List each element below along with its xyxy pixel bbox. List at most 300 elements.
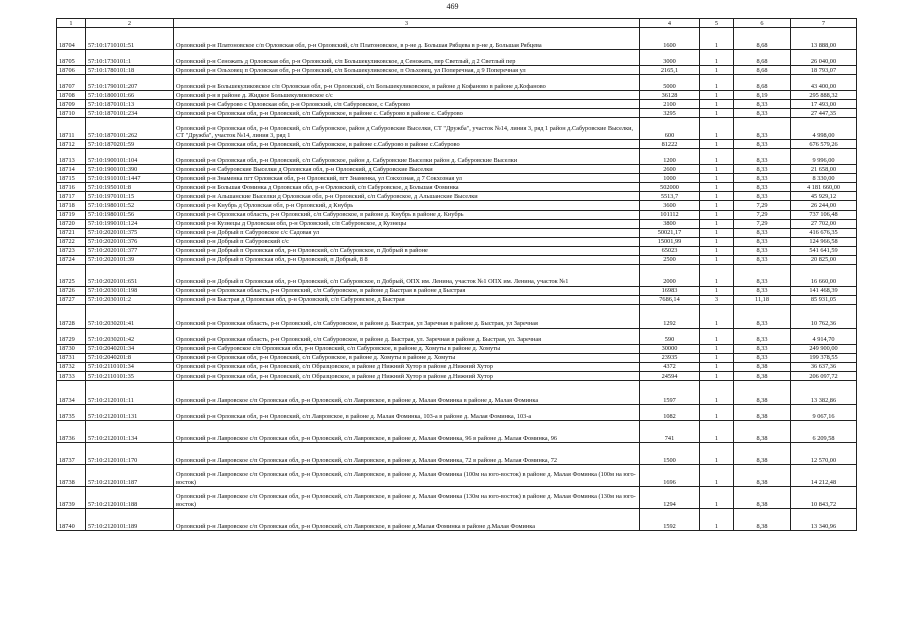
rate-cell: 8,33 [734,246,791,255]
cadastral-value-cell: 45 929,12 [791,192,857,201]
quantity-cell: 1 [700,509,734,531]
cadastral-number-cell: 57:10:1990101:124 [86,219,174,228]
quantity-cell: 1 [700,75,734,91]
table-row [57,228,857,237]
area-cell: 1292 [640,304,700,328]
record-number-cell: 18739 [57,487,86,509]
area-cell: 502000 [640,183,700,192]
address-cell: Орловский р-н Лавровское с/п Орловская обл, р-н Орловский, с/п Лавровское, в районе д. Малая Фоминка (100м на юго-восток) в районе д. Малая Фоминка (100м на юго-восток) [174,465,640,487]
cadastral-number-cell: 57:10:1870101:234 [86,109,174,118]
quantity-cell: 1 [700,372,734,381]
quantity-cell: 3 [700,295,734,304]
rate-cell: 7,29 [734,201,791,210]
quantity-cell: 1 [700,487,734,509]
table-row [57,509,857,531]
quantity-cell: 1 [700,228,734,237]
cadastral-value-cell: 199 378,55 [791,353,857,362]
table-row [57,75,857,91]
address-cell: Орловский р-н Орловская обл, р-н Орловский, с/п Образцовское, в районе д Нижний Хутор в районе д.Нижний Хутор [174,362,640,371]
cadastral-value-cell: 27 447,35 [791,109,857,118]
area-cell: 3800 [640,219,700,228]
rate-cell: 8,33 [734,165,791,174]
cadastral-value-cell: 9 067,16 [791,405,857,421]
quantity-cell: 1 [700,66,734,75]
area-cell: 81222 [640,140,700,149]
cadastral-value-cell: 14 212,48 [791,465,857,487]
area-cell: 36128 [640,91,700,100]
area-cell: 590 [640,328,700,344]
table-row [57,118,857,140]
address-cell: Орловский р-н Добрый п Орловская обл, р-н Орловский, п Добрый, 8 8 [174,255,640,264]
record-number-cell: 18720 [57,219,86,228]
address-cell: Орловский р-н Добрый п Сабуровский с/с [174,237,640,246]
table-row [57,421,857,443]
table-row [57,28,857,50]
record-number-cell: 18729 [57,328,86,344]
record-number-cell: 18709 [57,100,86,109]
quantity-cell: 1 [700,140,734,149]
address-cell: Орловский р-н Платоновское с/п Орловская обл, р-н Орловский, с/п Платоновское, в р-не д. Большая Рябцева в р-не д. Большая Рябцева [174,28,640,50]
quantity-cell: 1 [700,381,734,405]
column-header: 2 [86,19,174,28]
record-number-cell: 18718 [57,201,86,210]
address-cell: Орловский р-н Орловская обл, р-н Орловский, с/п Сабуровское, в районе с. Сабурово в районе с. Сабурово [174,109,640,118]
area-cell: 101112 [640,210,700,219]
cadastral-number-cell: 57:10:1980101:52 [86,201,174,210]
quantity-cell: 1 [700,109,734,118]
cadastral-value-cell: 4 181 660,00 [791,183,857,192]
quantity-cell: 1 [700,255,734,264]
cadastral-value-cell: 26 040,00 [791,50,857,66]
cadastral-value-cell: 541 641,59 [791,246,857,255]
address-cell: Орловский р-н Лавровское с/п Орловская обл, р-н Орловский, с/п Лавровское, в районе д. Малая Фоминка (130м на юго-восток) в районе д. Малая Фоминка (130м на юго-восток) [174,487,640,509]
cadastral-number-cell: 57:10:2020101:377 [86,246,174,255]
quantity-cell: 1 [700,118,734,140]
table-row [57,255,857,264]
rate-cell: 8,33 [734,264,791,286]
area-cell: 3295 [640,109,700,118]
table-row [57,109,857,118]
table-row [57,91,857,100]
cadastral-value-cell: 21 658,00 [791,165,857,174]
quantity-cell: 1 [700,91,734,100]
table-row [57,149,857,165]
table-row [57,165,857,174]
cadastral-value-cell: 676 579,26 [791,140,857,149]
quantity-cell: 1 [700,237,734,246]
cadastral-number-cell: 57:10:1910101:1447 [86,174,174,183]
rate-cell: 8,38 [734,372,791,381]
area-cell: 1600 [640,28,700,50]
cadastral-value-cell: 737 106,48 [791,210,857,219]
cadastral-number-cell: 57:10:1870201:59 [86,140,174,149]
rate-cell: 8,38 [734,487,791,509]
address-cell: Орловский р-н Добрый п Орловская обл, р-н Орловский, с/п Сабуровское, п Добрый, ОПХ им. Ленина, участок №1 ОПХ им. Ленина, участок №1 [174,264,640,286]
quantity-cell: 1 [700,344,734,353]
record-number-cell: 18713 [57,149,86,165]
cadastral-number-cell: 57:10:2110101:34 [86,362,174,371]
record-number-cell: 18727 [57,295,86,304]
address-cell: Орловский р-н Большая Фоминка д Орловская обл, р-н Орловский, с/п Сабуровское, д Большая Фоминка [174,183,640,192]
address-cell: Орловский р-н Орловская обл, р-н Орловский, с/п Сабуровское, в районе д. Хомуты в районе д. Хомуты [174,353,640,362]
rate-cell: 8,33 [734,118,791,140]
cadastral-value-cell: 9 996,00 [791,149,857,165]
quantity-cell: 1 [700,149,734,165]
rate-cell: 8,33 [734,237,791,246]
quantity-cell: 1 [700,421,734,443]
table-row [57,353,857,362]
address-cell: Орловский р-н Орловская обл, р-н Орловский, с/п Сабуровское, район д. Сабуровские Выселки район д. Сабуровские Выселки [174,149,640,165]
address-cell: Орловский р-н Кнубрь д Орловская обл, р-н Орловский, д Кнубрь [174,201,640,210]
quantity-cell: 1 [700,192,734,201]
area-cell: 600 [640,118,700,140]
record-number-cell: 18706 [57,66,86,75]
column-header: 1 [57,19,86,28]
address-cell: Орловский р-н Добрый п Сабуровское с/с Садовая ул [174,228,640,237]
quantity-cell: 1 [700,362,734,371]
record-number-cell: 18710 [57,109,86,118]
cadastral-number-cell: 57:10:2110101:35 [86,372,174,381]
address-cell: Орловский р-н Кузнецы д Орловская обл, р-н Орловский, с/п Сабуровское, д Кузнецы [174,219,640,228]
quantity-cell: 1 [700,443,734,465]
area-cell: 23935 [640,353,700,362]
address-cell: Орловский р-н Добрый п Орловская обл, р-н Орловский, с/п Сабуровское, п Добрый в районе [174,246,640,255]
record-number-cell: 18707 [57,75,86,91]
table-row [57,237,857,246]
quantity-cell: 1 [700,246,734,255]
address-cell: Орловский р-н Орловская обл, р-н Орловский, с/п Сабуровское, в районе с.Сабурово в районе с.Сабурово [174,140,640,149]
area-cell: 1597 [640,381,700,405]
rate-cell: 8,19 [734,91,791,100]
record-number-cell: 18738 [57,465,86,487]
table-row [57,328,857,344]
cadastral-value-cell: 6 209,58 [791,421,857,443]
cadastral-number-cell: 57:10:2120101:188 [86,487,174,509]
cadastral-number-cell: 57:10:1870101:262 [86,118,174,140]
cadastral-value-cell: 13 382,86 [791,381,857,405]
quantity-cell: 1 [700,210,734,219]
table-row [57,362,857,371]
area-cell: 3600 [640,201,700,210]
record-number-cell: 18708 [57,91,86,100]
area-cell: 1000 [640,174,700,183]
cadastral-number-cell: 57:10:2120101:11 [86,381,174,405]
property-registry-table [56,18,857,531]
record-number-cell: 18730 [57,344,86,353]
record-number-cell: 18728 [57,304,86,328]
address-cell: Орловский р-н Ольховец п Орловская обл, р-н Орловский, с/п Большекуликовское, п Ольховец, ул Поперечная, д 9 Поперечная ул [174,66,640,75]
rate-cell: 8,33 [734,328,791,344]
cadastral-value-cell: 17 493,00 [791,100,857,109]
quantity-cell: 1 [700,304,734,328]
cadastral-number-cell: 57:10:1950101:8 [86,183,174,192]
quantity-cell: 1 [700,328,734,344]
record-number-cell: 18722 [57,237,86,246]
cadastral-value-cell: 249 900,00 [791,344,857,353]
quantity-cell: 1 [700,174,734,183]
quantity-cell: 1 [700,353,734,362]
cadastral-number-cell: 57:10:1970101:15 [86,192,174,201]
rate-cell: 8,33 [734,228,791,237]
area-cell: 2500 [640,255,700,264]
table-row [57,286,857,295]
rate-cell: 8,33 [734,353,791,362]
record-number-cell: 18731 [57,353,86,362]
address-cell: Орловский р-н Знаменка пгт Орловская обл, р-н Орловский, пгт Знаменка, ул Сокхозная, д 7 Сокхозная ул [174,174,640,183]
rate-cell: 8,38 [734,443,791,465]
column-header: 6 [734,19,791,28]
area-cell: 2100 [640,100,700,109]
table-row [57,372,857,381]
address-cell: Орловский р-н Большекуликовское с/п Орловская обл, р-н Орловский, с/п Большекуликовское, в районе д Кофаново в районе д.Кофаново [174,75,640,91]
area-cell: 2000 [640,264,700,286]
area-cell: 1500 [640,443,700,465]
table-row [57,487,857,509]
cadastral-value-cell: 26 244,00 [791,201,857,210]
rate-cell: 8,68 [734,66,791,75]
area-cell: 1696 [640,465,700,487]
rate-cell: 7,29 [734,219,791,228]
record-number-cell: 18711 [57,118,86,140]
rate-cell: 8,38 [734,405,791,421]
rate-cell: 8,38 [734,381,791,405]
rate-cell: 8,33 [734,286,791,295]
cadastral-value-cell: 206 097,72 [791,372,857,381]
address-cell: Орловский р-н Орловская обл, р-н Орловский, с/п Сабуровское, район д Сабуровские Выселки, СТ "Дружба", участок №14, линия 3, ряд 1 район д.Сабуровские Выселки, СТ "Дружба", участок №14, линия 3, ряд 1 [174,118,640,140]
rate-cell: 8,38 [734,421,791,443]
cadastral-value-cell: 141 468,39 [791,286,857,295]
cadastral-number-cell: 57:10:2120101:189 [86,509,174,531]
area-cell: 1082 [640,405,700,421]
cadastral-value-cell: 295 888,32 [791,91,857,100]
cadastral-number-cell: 57:10:2120101:134 [86,421,174,443]
cadastral-number-cell: 57:10:2020101:376 [86,237,174,246]
cadastral-number-cell: 57:10:2120101:131 [86,405,174,421]
area-cell: 30000 [640,344,700,353]
address-cell: Орловский р-н Сабуровское с/п Орловская обл, р-н Орловский, с/п Сабуровское, в районе д. Хомуты в районе д. Хомуты [174,344,640,353]
record-number-cell: 18733 [57,372,86,381]
address-cell: Орловский р-н Быстрая д Орловская обл, р-н Орловский, с/п Сабуровское, д Быстрая [174,295,640,304]
address-cell: Орловский р-н в районе д. Жидкое Большекуликовское с/с [174,91,640,100]
cadastral-value-cell: 13 888,00 [791,28,857,50]
cadastral-number-cell: 57:10:1900101:390 [86,165,174,174]
column-header: 3 [174,19,640,28]
rate-cell: 8,33 [734,255,791,264]
rate-cell: 11,18 [734,295,791,304]
record-number-cell: 18712 [57,140,86,149]
cadastral-number-cell: 57:10:2030201:41 [86,304,174,328]
address-cell: Орловский р-н Лавровское с/п Орловская обл, р-н Орловский, с/п Лавровское, в районе д. Малая Фоминка в районе д. Малая Фоминка [174,381,640,405]
address-cell: Орловский р-н Орловская область, р-н Орловский, с/п Сабуровское, в районе д. Быстрая, ул. Заречная в районе д. Быстрая, ул. Заречная [174,328,640,344]
area-cell: 3000 [640,50,700,66]
table-row [57,50,857,66]
record-number-cell: 18737 [57,443,86,465]
cadastral-number-cell: 57:10:2020101:39 [86,255,174,264]
quantity-cell: 1 [700,286,734,295]
cadastral-value-cell: 36 637,36 [791,362,857,371]
cadastral-value-cell: 18 793,07 [791,66,857,75]
rate-cell: 8,68 [734,75,791,91]
cadastral-number-cell: 57:10:2120101:170 [86,443,174,465]
cadastral-number-cell: 57:10:1710101:51 [86,28,174,50]
cadastral-value-cell: 8 330,00 [791,174,857,183]
area-cell: 741 [640,421,700,443]
table-row [57,66,857,75]
record-number-cell: 18717 [57,192,86,201]
cadastral-number-cell: 57:10:1780101:18 [86,66,174,75]
table-row [57,246,857,255]
record-number-cell: 18723 [57,246,86,255]
table-row [57,405,857,421]
table-row [57,100,857,109]
area-cell: 16983 [640,286,700,295]
cadastral-number-cell: 57:10:2030201:42 [86,328,174,344]
area-cell: 4372 [640,362,700,371]
quantity-cell: 1 [700,28,734,50]
address-cell: Орловский р-н Орловская обл, р-н Орловский, с/п Лавровское, в районе д. Малая Фоминка, 103-а в районе д. Малая Фоминка, 103-а [174,405,640,421]
record-number-cell: 18715 [57,174,86,183]
cadastral-value-cell: 12 570,00 [791,443,857,465]
area-cell: 50021,17 [640,228,700,237]
quantity-cell: 1 [700,50,734,66]
table-row [57,264,857,286]
record-number-cell: 18734 [57,381,86,405]
area-cell: 15001,99 [640,237,700,246]
address-cell: Орловский р-н Лавровское с/п Орловская обл, р-н Орловский, с/п Лавровское, в районе д. Малая Фоминка, 96 в районе д. Малая Фоминка, 96 [174,421,640,443]
rate-cell: 8,33 [734,183,791,192]
address-cell: Орловский р-н Альшанские Выселки д Орловская обл, р-н Орловский, с/п Сабуровское, д Альшанские Выселки [174,192,640,201]
rate-cell: 8,33 [734,344,791,353]
cadastral-value-cell: 10 762,36 [791,304,857,328]
rate-cell: 7,29 [734,210,791,219]
cadastral-number-cell: 57:10:2120101:187 [86,465,174,487]
area-cell: 24594 [640,372,700,381]
column-number-row [57,19,857,28]
address-cell: Орловский р-н Лавровское с/п Орловская обл, р-н Орловский, с/п Лавровское, в районе д.Малая Фоминка в районе д.Малая Фоминка [174,509,640,531]
table-row [57,140,857,149]
table-row [57,192,857,201]
cadastral-value-cell: 4 998,00 [791,118,857,140]
cadastral-number-cell: 57:10:1980101:56 [86,210,174,219]
cadastral-value-cell: 85 931,05 [791,295,857,304]
address-cell: Орловский р-н Сеножать д Орловская обл, р-н Орловский, с/п Большекуликовское, д Сеножать, пер Светлый, д 2 Светлый пер [174,50,640,66]
address-cell: Орловский р-н Орловская обл, р-н Орловский, с/п Образцовское, в районе д Нижний Хутор в районе д.Нижний Хутор [174,372,640,381]
rate-cell: 8,33 [734,140,791,149]
cadastral-number-cell: 57:10:1790101:207 [86,75,174,91]
record-number-cell: 18704 [57,28,86,50]
cadastral-number-cell: 57:10:2040201:34 [86,344,174,353]
cadastral-number-cell: 57:10:2020101:651 [86,264,174,286]
area-cell: 65023 [640,246,700,255]
table-row [57,344,857,353]
cadastral-number-cell: 57:10:2030101:198 [86,286,174,295]
record-number-cell: 18714 [57,165,86,174]
table-row [57,295,857,304]
area-cell: 1592 [640,509,700,531]
table-row [57,174,857,183]
cadastral-number-cell: 57:10:2040201:8 [86,353,174,362]
address-cell: Орловский р-н Орловская область, р-н Орловский, с/п Сабуровское, в районе д. Кнубрь в районе д. Кнубрь [174,210,640,219]
record-number-cell: 18726 [57,286,86,295]
record-number-cell: 18732 [57,362,86,371]
record-number-cell: 18735 [57,405,86,421]
quantity-cell: 1 [700,100,734,109]
table-row [57,201,857,210]
area-cell: 1294 [640,487,700,509]
area-cell: 1200 [640,149,700,165]
cadastral-number-cell: 57:10:2030101:2 [86,295,174,304]
cadastral-value-cell: 416 676,35 [791,228,857,237]
record-number-cell: 18719 [57,210,86,219]
record-number-cell: 18725 [57,264,86,286]
address-cell: Орловский р-н Сабурово с Орловская обл, р-н Орловский, с/п Сабуровское, с Сабурово [174,100,640,109]
record-number-cell: 18724 [57,255,86,264]
column-header: 4 [640,19,700,28]
rate-cell: 8,33 [734,304,791,328]
rate-cell: 8,33 [734,192,791,201]
cadastral-value-cell: 10 843,72 [791,487,857,509]
quantity-cell: 1 [700,201,734,210]
column-header: 7 [791,19,857,28]
table-row [57,219,857,228]
rate-cell: 8,33 [734,174,791,183]
cadastral-value-cell: 27 702,00 [791,219,857,228]
table-row [57,381,857,405]
record-number-cell: 18705 [57,50,86,66]
quantity-cell: 1 [700,219,734,228]
rate-cell: 8,33 [734,100,791,109]
table-row [57,465,857,487]
cadastral-number-cell: 57:10:1730101:1 [86,50,174,66]
cadastral-number-cell: 57:10:1870101:13 [86,100,174,109]
area-cell: 2600 [640,165,700,174]
address-cell: Орловский р-н Сабуровские Выселки д Орловская обл, р-н Орловский, д Сабуровские Выселки [174,165,640,174]
record-number-cell: 18721 [57,228,86,237]
record-number-cell: 18740 [57,509,86,531]
quantity-cell: 1 [700,465,734,487]
cadastral-value-cell: 43 400,00 [791,75,857,91]
address-cell: Орловский р-н Орловская область, р-н Орловский, с/п Сабуровское, в районе д Быстрая в районе д Быстрая [174,286,640,295]
column-header: 5 [700,19,734,28]
table-row [57,210,857,219]
quantity-cell: 1 [700,264,734,286]
rate-cell: 8,68 [734,50,791,66]
page-number: 469 [446,2,459,11]
cadastral-value-cell: 124 966,58 [791,237,857,246]
address-cell: Орловский р-н Лавровское с/п Орловская обл, р-н Орловский, с/п Лавровское, в районе д. Малая Фоминка, 72 в районе д. Малая Фоминка, 72 [174,443,640,465]
cadastral-number-cell: 57:10:1800101:66 [86,91,174,100]
rate-cell: 8,38 [734,465,791,487]
area-cell: 5000 [640,75,700,91]
cadastral-number-cell: 57:10:1900101:104 [86,149,174,165]
rate-cell: 8,33 [734,149,791,165]
cadastral-value-cell: 16 660,00 [791,264,857,286]
cadastral-number-cell: 57:10:2020101:375 [86,228,174,237]
area-cell: 5513,7 [640,192,700,201]
quantity-cell: 1 [700,183,734,192]
address-cell: Орловский р-н Орловская область, р-н Орловский, с/п Сабуровское, в районе д. Быстрая, ул Заречная в районе д. Быстрая, ул Заречная [174,304,640,328]
cadastral-value-cell: 4 914,70 [791,328,857,344]
area-cell: 2165,1 [640,66,700,75]
cadastral-value-cell: 20 825,00 [791,255,857,264]
record-number-cell: 18716 [57,183,86,192]
record-number-cell: 18736 [57,421,86,443]
quantity-cell: 1 [700,165,734,174]
table-row [57,183,857,192]
rate-cell: 8,68 [734,28,791,50]
cadastral-value-cell: 13 340,96 [791,509,857,531]
rate-cell: 8,38 [734,509,791,531]
